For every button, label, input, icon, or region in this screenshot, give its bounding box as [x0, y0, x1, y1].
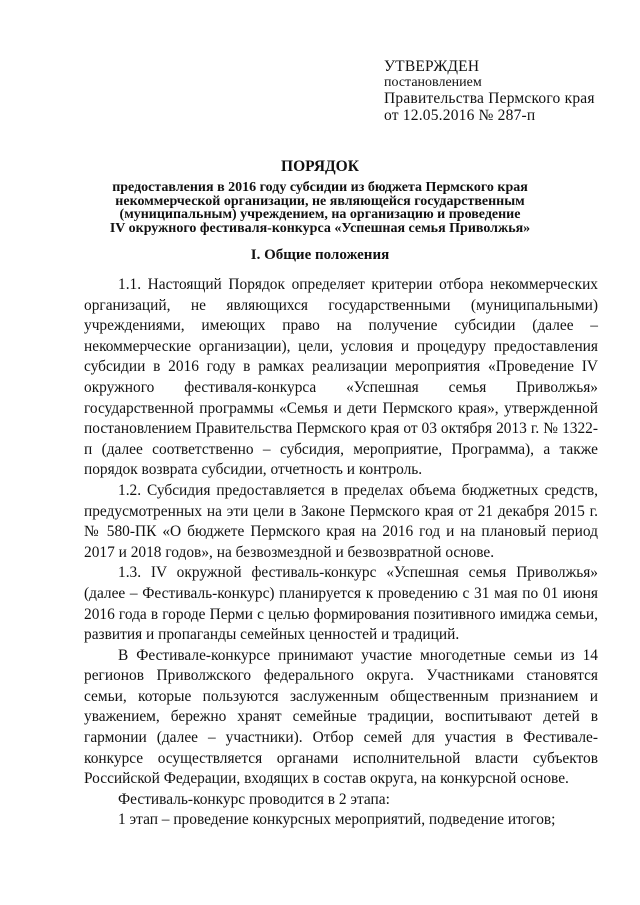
section-heading: I. Общие положения — [250, 247, 390, 263]
document-body — [84, 275, 598, 831]
paragraph: 1.2. Субсидия предоставляется в пределах объема бюджетных средств, предусмотренных на эти цели в Законе Пермского края от 21 декабря 2015 г. № 580-ПК «О бюджете Пермского края на 2016 год и на плановый период 2017 и 2018 годов», на безвозмездной и безвозвратной основе. — [84, 481, 598, 561]
subtitle-line: некоммерческой организации, не являющейся государственным — [115, 193, 525, 209]
approval-stamp — [384, 58, 595, 124]
paragraph: 1 этап – проведение конкурсных мероприятий, подведение итогов; — [118, 811, 556, 829]
paragraph: В Фестивале-конкурсе принимают участие многодетные семьи из 14 регионов Приволжского федерального округа. Участниками становятся семьи, которые пользуются заслуженным общественным признанием и уважением, бережно хранят семейные традиции, воспитывают детей в гармонии (далее – участники). Отбор семей для участия в Фестивале-конкурсе осуществляется органами исполнительной власти субъектов Российской Федерации, входящих в состав округа, на конкурсной основе. — [84, 646, 598, 788]
approval-date: от 12.05.2016 № 287-п — [384, 107, 536, 124]
paragraph: Фестиваль-конкурс проводится в 2 этапа: — [118, 790, 390, 808]
subtitle-line: IV окружного фестиваля-конкурса «Успешная семья Приволжья» — [109, 220, 531, 236]
approval-line: Правительства Пермского края — [384, 90, 595, 107]
subtitle-line: (муниципальным) учреждением, на организацию и проведение — [119, 207, 521, 222]
subtitle-line: предоставления в 2016 году субсидии из бюджета Пермского края — [112, 180, 528, 195]
paragraph: 1.3. IV окружной фестиваль-конкурс «Успешная семья Приволжья» (далее – Фестиваль-конкурс) планируется к проведению с 31 мая по 01 июня 2016 года в городе Перми с целью формирования позитивного имиджа семьи, развития и пропаганды семейных ценностей и традиций. — [84, 564, 598, 644]
approval-line: постановлением — [384, 75, 482, 90]
approval-heading: УТВЕРЖДЕН — [384, 58, 480, 75]
paragraph: 1.1. Настоящий Порядок определяет критерии отбора некоммерческих организаций, не являющихся государственными (муниципальными) учреждениями, имеющих право на получение субсидии (далее – некоммерческие организации), цели, условия и процедуру предоставления субсидии в 2016 году в рамках реализации мероприятия «Проведение IV окружного фестиваля-конкурса «Успешная семья Приволжья» государственной программы «Семья и дети Пермского края», утвержденной постановлением Правительства Пермского края от 03 октября 2013 г. № 1322-п (далее соответственно – субсидия, мероприятие, Программа), а также порядок возврата субсидии, отчетность и контроль. — [84, 276, 598, 479]
document-subtitle — [0, 181, 640, 235]
document-title: ПОРЯДОК — [281, 158, 359, 175]
